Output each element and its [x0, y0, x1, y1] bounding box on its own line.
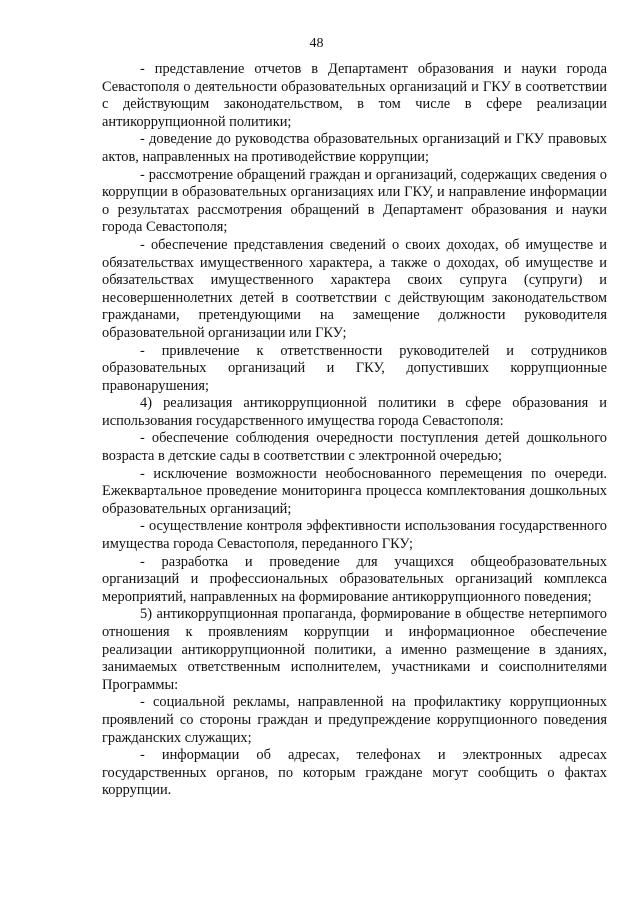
paragraph: - обеспечение соблюдения очередности поступления детей дошкольного возраста в детские сады в соответствии с электронной очередью; [102, 430, 607, 465]
paragraph: - представление отчетов в Департамент образования и науки города Севастополя о деятельности образовательных организаций и ГКУ в соответствии с действующим законодательством, в том числе в сфере реализации антикоррупционной политики; [102, 61, 607, 130]
paragraph: - доведение до руководства образовательных организаций и ГКУ правовых актов, направленных на противодействие коррупции; [102, 131, 607, 165]
page-number: 48 [309, 36, 324, 51]
paragraph: - осуществление контроля эффективности использования государственного имущества города Севастополя, переданного ГКУ; [102, 518, 607, 553]
paragraph: - привлечение к ответственности руководителей и сотрудников образовательных организаций и ГКУ, допустивших коррупционные правонарушения; [102, 342, 607, 394]
paragraph: 5) антикоррупционная пропаганда, формирование в обществе нетерпимого отношения к проявлениям коррупции и информационное обеспечение реализации антикоррупционной политики, а именно размещение в зданиях, занимаемых ответственным исполнителем, участниками и соисполнителями Программы: [102, 606, 607, 693]
document-body [102, 61, 607, 800]
paragraph: - обеспечение представления сведений о своих доходах, об имуществе и обязательствах имущественного характера, а также о доходах, об имуществе и обязательствах имущественного характера своих супруга (супруги) и несовершеннолетних детей в соответствии с действующим законодательством гражданами, претендующими на замещение должности руководителя образовательной организации или ГКУ; [102, 236, 607, 341]
paragraph: - разработка и проведение для учащихся общеобразовательных организаций и профессиональных образовательных организаций комплекса мероприятий, направленных на формирование антикоррупционного поведения; [102, 553, 607, 605]
paragraph: - информации об адресах, телефонах и электронных адресах государственных органов, по которым граждане могут сообщить о фактах коррупции. [102, 747, 607, 799]
paragraph: - рассмотрение обращений граждан и организаций, содержащих сведения о коррупции в образовательных организациях или ГКУ, и направление информации о результатах рассмотрения обращений в Департамент образования и науки города Севастополя; [102, 166, 607, 236]
paragraph: 4) реализация антикоррупционной политики в сфере образования и использования государственного имущества города Севастополя: [102, 395, 607, 429]
paragraph: - исключение возможности необоснованного перемещения по очереди. Ежеквартальное проведение мониторинга процесса комплектования дошкольных образовательных организаций; [102, 465, 607, 517]
paragraph: - социальной рекламы, направленной на профилактику коррупционных проявлений со стороны граждан и предупреждение коррупционного поведения гражданских служащих; [102, 694, 607, 746]
